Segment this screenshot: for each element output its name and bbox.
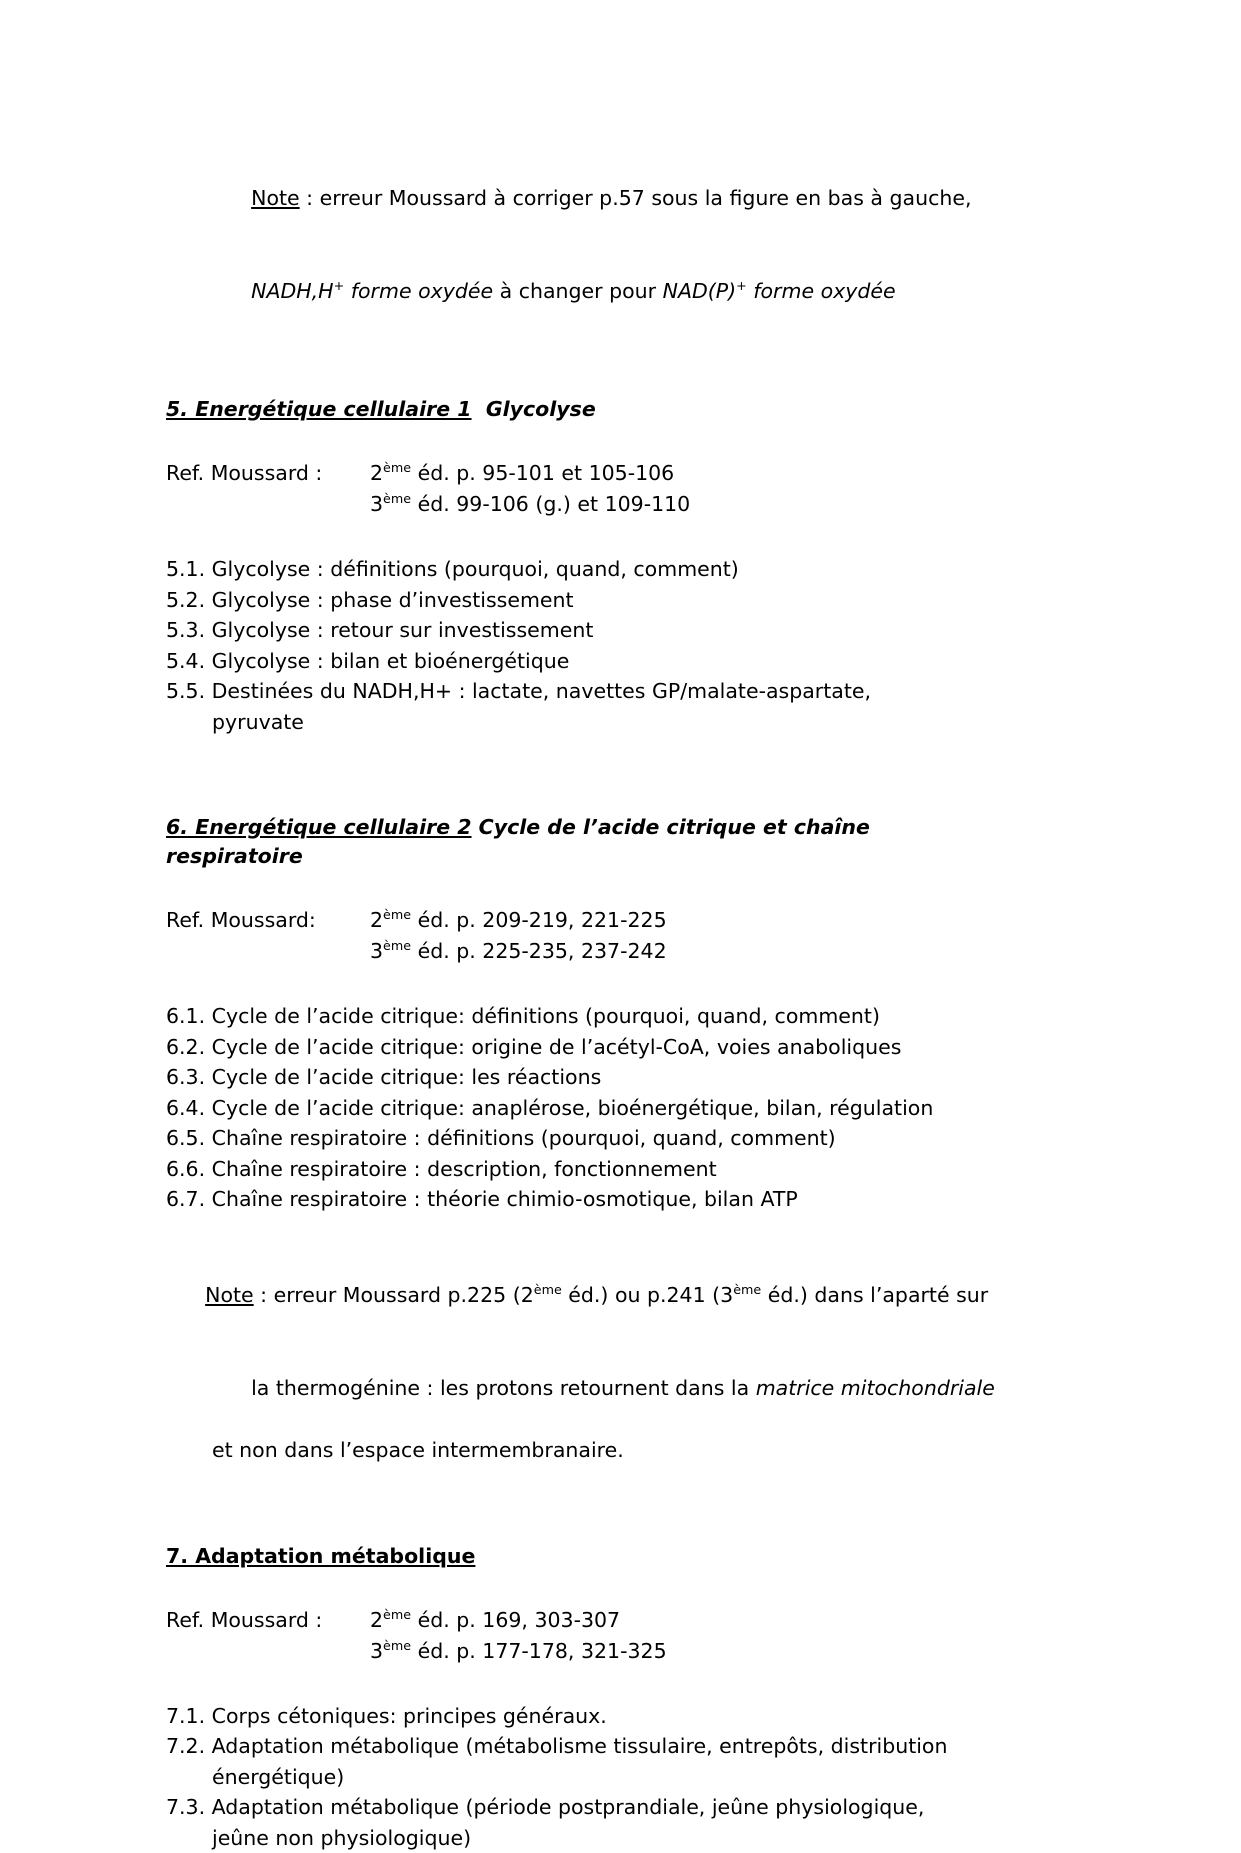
spacer	[166, 871, 1106, 905]
list-item-text: 5.5. Destinées du NADH,H+ : lactate, navettes GP/malate-aspartate,	[166, 679, 871, 703]
list-item-continuation: énergétique)	[212, 1762, 1106, 1793]
section-5-heading-underlined: 5. Energétique cellulaire 1	[166, 397, 472, 421]
list-item	[166, 1032, 1106, 1063]
edition-suffix: ème	[383, 907, 411, 922]
section-6-heading-plain: Cycle de l’acide citrique et chaîne	[479, 815, 870, 839]
note-section6-line2	[166, 1342, 1106, 1435]
empty-cell	[166, 936, 370, 967]
note-top-forme-oxydee-2: forme oxydée	[747, 279, 896, 303]
list-item	[166, 1731, 1106, 1792]
list-item	[166, 676, 1106, 737]
list-item-text: 6.3. Cycle de l’acide citrique: les réactions	[166, 1065, 601, 1089]
edition-number: 2	[370, 461, 383, 485]
list-item-text: 5.2. Glycolyse : phase d’investissement	[166, 588, 574, 612]
section-6-references	[166, 905, 667, 967]
note-section6-label: Note	[205, 1283, 254, 1307]
list-item-text: 5.3. Glycolyse : retour sur investissement	[166, 618, 593, 642]
list-item-text: 6.6. Chaîne respiratoire : description, fonctionnement	[166, 1157, 717, 1181]
note-section6-part2: éd.) ou p.241 (3	[562, 1283, 733, 1307]
section-7-ref-1	[370, 1605, 667, 1636]
reference-pages: éd. p. 225-235, 237-242	[411, 939, 667, 963]
spacer	[166, 967, 1106, 1001]
spacer	[166, 1667, 1106, 1701]
section-7-item-list	[166, 1701, 1106, 1853]
section-5-item-list	[166, 554, 1106, 737]
edition-number: 2	[370, 908, 383, 932]
list-item	[166, 585, 1106, 616]
note-section6-line2-text: la thermogénine : les protons retournent dans la	[251, 1376, 756, 1400]
list-item	[166, 1701, 1106, 1732]
list-item-text: 6.1. Cycle de l’acide citrique: définitions (pourquoi, quand, comment)	[166, 1004, 880, 1028]
section-5-references	[166, 458, 690, 520]
list-item	[166, 646, 1106, 677]
list-item-text: 7.3. Adaptation métabolique (période postprandiale, jeûne physiologique,	[166, 1795, 924, 1819]
spacer	[166, 1215, 1106, 1249]
empty-cell	[166, 489, 370, 520]
note-top-line1: : erreur Moussard à corriger p.57 sous la figure en bas à gauche,	[300, 186, 972, 210]
section-6-heading-line2: respiratoire	[166, 842, 1106, 871]
list-item	[166, 1001, 1106, 1032]
reference-row	[166, 489, 690, 520]
list-item	[166, 1123, 1106, 1154]
note-section6-italic-term: matrice mitochondriale	[756, 1376, 995, 1400]
list-item-text: 6.4. Cycle de l’acide citrique: anaplérose, bioénergétique, bilan, régulation	[166, 1096, 933, 1120]
section-7-ref-label: Ref. Moussard :	[166, 1605, 370, 1636]
note-top-nadh: NADH,H	[251, 279, 334, 303]
edition-suffix: ème	[733, 1282, 761, 1297]
list-item-text: 6.2. Cycle de l’acide citrique: origine de l’acétyl-CoA, voies anaboliques	[166, 1035, 901, 1059]
reference-row	[166, 905, 667, 936]
list-item-text: 5.1. Glycolyse : définitions (pourquoi, quand, comment)	[166, 557, 739, 581]
spacer	[166, 338, 1106, 395]
section-7-ref-2	[370, 1636, 667, 1667]
list-item	[166, 1093, 1106, 1124]
reference-row	[166, 1605, 667, 1636]
note-top-connector: à changer pour	[493, 279, 662, 303]
section-5-heading-plain: Glycolyse	[486, 397, 596, 421]
list-item-continuation: jeûne non physiologique)	[212, 1823, 1106, 1853]
section-7-references	[166, 1605, 667, 1667]
list-item	[166, 615, 1106, 646]
list-item-text: 6.7. Chaîne respiratoire : théorie chimio-osmotique, bilan ATP	[166, 1187, 798, 1211]
list-item	[166, 1792, 1106, 1853]
list-item-text: 7.2. Adaptation métabolique (métabolisme tissulaire, entrepôts, distribution	[166, 1734, 947, 1758]
section-6-heading-underlined: 6. Energétique cellulaire 2	[166, 815, 472, 839]
list-item	[166, 1184, 1106, 1215]
reference-pages: éd. p. 95-101 et 105-106	[411, 461, 674, 485]
reference-row	[166, 1636, 667, 1667]
section-5-ref-2	[370, 489, 690, 520]
reference-pages: éd. p. 169, 303-307	[411, 1608, 620, 1632]
list-item	[166, 1062, 1106, 1093]
note-top-forme-oxydee-1: forme oxydée	[344, 279, 493, 303]
list-item	[166, 1154, 1106, 1185]
note-section6-part3: éd.) dans l’aparté sur	[761, 1283, 988, 1307]
note-section6-part1: : erreur Moussard p.225 (2	[254, 1283, 534, 1307]
note-section6-line1	[166, 1249, 1106, 1342]
reference-row	[166, 458, 690, 489]
list-item-continuation: pyruvate	[212, 707, 1106, 738]
edition-number: 3	[370, 1639, 383, 1663]
note-top-paragraph	[166, 152, 1106, 245]
edition-suffix: ème	[383, 938, 411, 953]
section-6-heading	[166, 813, 1106, 842]
spacer	[166, 1571, 1106, 1605]
section-5-ref-label: Ref. Moussard :	[166, 458, 370, 489]
note-top-line2	[166, 245, 1106, 338]
list-item-text: 7.1. Corps cétoniques: principes généraux.	[166, 1704, 607, 1728]
spacer	[166, 520, 1106, 554]
edition-suffix: ème	[383, 491, 411, 506]
spacer	[166, 737, 1106, 813]
section-6-ref-2	[370, 936, 667, 967]
reference-row	[166, 936, 667, 967]
note-section6-line3: et non dans l’espace intermembranaire.	[166, 1435, 1106, 1466]
section-5-heading	[166, 395, 1106, 424]
edition-number: 2	[370, 1608, 383, 1632]
note-top-nadp: NAD(P)	[663, 279, 737, 303]
edition-suffix: ème	[383, 1638, 411, 1653]
edition-suffix: ème	[534, 1282, 562, 1297]
empty-cell	[166, 1636, 370, 1667]
note-top-sup-plus-1: +	[334, 278, 345, 293]
note-top-label: Note	[251, 186, 300, 210]
edition-suffix: ème	[383, 1607, 411, 1622]
edition-number: 3	[370, 492, 383, 516]
reference-pages: éd. p. 177-178, 321-325	[411, 1639, 667, 1663]
section-6-ref-label: Ref. Moussard:	[166, 905, 370, 936]
document-body	[166, 152, 1106, 1853]
edition-number: 3	[370, 939, 383, 963]
spacer	[166, 1466, 1106, 1542]
list-item-text: 5.4. Glycolyse : bilan et bioénergétique	[166, 649, 569, 673]
section-6-item-list	[166, 1001, 1106, 1215]
section-5-ref-1	[370, 458, 690, 489]
list-item	[166, 554, 1106, 585]
section-6-ref-1	[370, 905, 667, 936]
section-7-heading: 7. Adaptation métabolique	[166, 1542, 1106, 1571]
list-item-text: 6.5. Chaîne respiratoire : définitions (pourquoi, quand, comment)	[166, 1126, 836, 1150]
reference-pages: éd. p. 209-219, 221-225	[411, 908, 667, 932]
reference-pages: éd. 99-106 (g.) et 109-110	[411, 492, 690, 516]
edition-suffix: ème	[383, 460, 411, 475]
spacer	[166, 424, 1106, 458]
note-top-sup-plus-2: +	[736, 278, 747, 293]
